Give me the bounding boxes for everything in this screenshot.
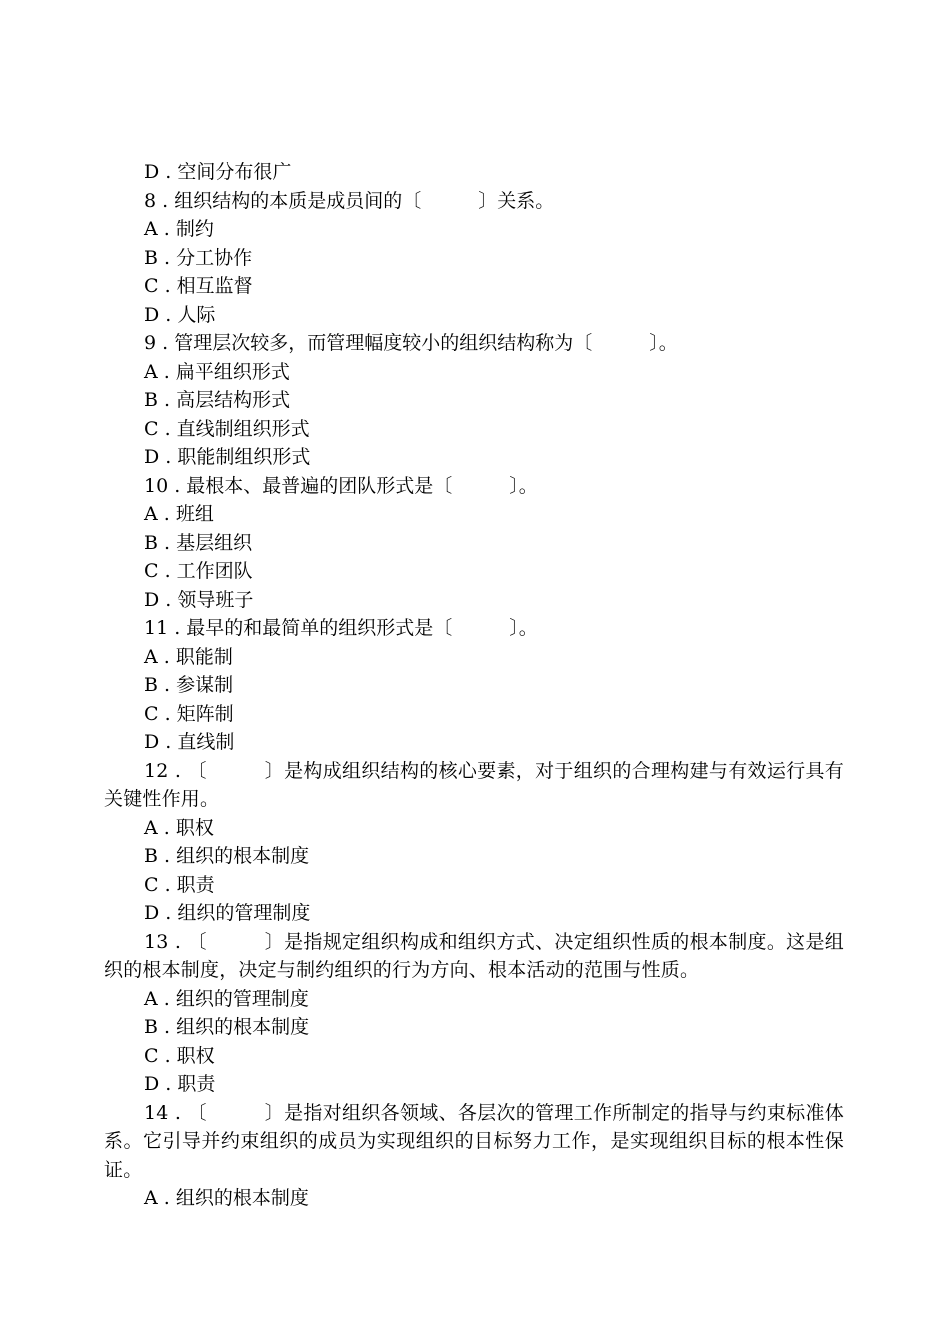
option-d-q9: D . 职能制组织形式 bbox=[144, 446, 311, 468]
option-d-q10: D . 领导班子 bbox=[144, 588, 254, 611]
question-13: 13 . 〔 〕是指规定组织构成和组织方式、决定组织性质的根本制度。这是组织的根本制度，决定与制约组织的行为方向、根本活动的范围与性质。 bbox=[104, 930, 844, 981]
question-8: 8 . 组织结构的本质是成员间的〔 〕关系。 bbox=[144, 189, 555, 212]
option-b-q13: B . 组织的根本制度 bbox=[144, 1016, 310, 1038]
option-c-q10: C . 工作团队 bbox=[144, 560, 253, 582]
option-a-q14: A . 组织的根本制度 bbox=[144, 1187, 309, 1209]
option-d-q12: D . 组织的管理制度 bbox=[144, 902, 311, 924]
option-c-q8: C . 相互监督 bbox=[144, 275, 253, 297]
option-a-q12: A . 职权 bbox=[144, 816, 214, 839]
option-c-q12: C . 职责 bbox=[144, 873, 215, 896]
question-10: 10 . 最根本、最普遍的团队形式是〔 〕。 bbox=[144, 474, 538, 497]
question-11: 11 . 最早的和最简单的组织形式是〔 〕。 bbox=[144, 617, 538, 639]
option-a-q11: A . 职能制 bbox=[144, 645, 233, 668]
question-14: 14 . 〔 〕是指对组织各领域、各层次的管理工作所制定的指导与约束标准体系。它引导并约束组织的成员为实现组织的目标努力工作，是实现组织目标的根本性保证。 bbox=[104, 1101, 844, 1181]
option-a-q13: A . 组织的管理制度 bbox=[144, 987, 309, 1010]
option-b-q10: B . 基层组织 bbox=[144, 531, 253, 554]
option-a-q8: A . 制约 bbox=[144, 218, 214, 240]
option-b-q9: B . 高层结构形式 bbox=[144, 389, 291, 411]
option-d-q8: D . 人际 bbox=[144, 303, 216, 326]
document-content bbox=[104, 158, 844, 1213]
option-c-q13: C . 职权 bbox=[144, 1044, 215, 1067]
question-12: 12 . 〔 〕是构成组织结构的核心要素，对于组织的合理构建与有效运行具有关键性作用。 bbox=[104, 759, 844, 810]
option-d-q13: D . 职责 bbox=[144, 1073, 216, 1095]
option-d-q11: D . 直线制 bbox=[144, 731, 235, 753]
option-a-q10: A . 班组 bbox=[144, 503, 214, 525]
option-b-q8: B . 分工协作 bbox=[144, 246, 253, 269]
option-a-q9: A . 扁平组织形式 bbox=[144, 360, 290, 383]
option-b-q11: B . 参谋制 bbox=[144, 674, 234, 696]
option-b-q12: B . 组织的根本制度 bbox=[144, 845, 310, 867]
option-d-q7: D . 空间分布很广 bbox=[144, 161, 292, 183]
option-c-q9: C . 直线制组织形式 bbox=[144, 417, 310, 440]
option-c-q11: C . 矩阵制 bbox=[144, 702, 234, 725]
question-9: 9 . 管理层次较多，而管理幅度较小的组织结构称为〔 〕。 bbox=[144, 332, 678, 354]
